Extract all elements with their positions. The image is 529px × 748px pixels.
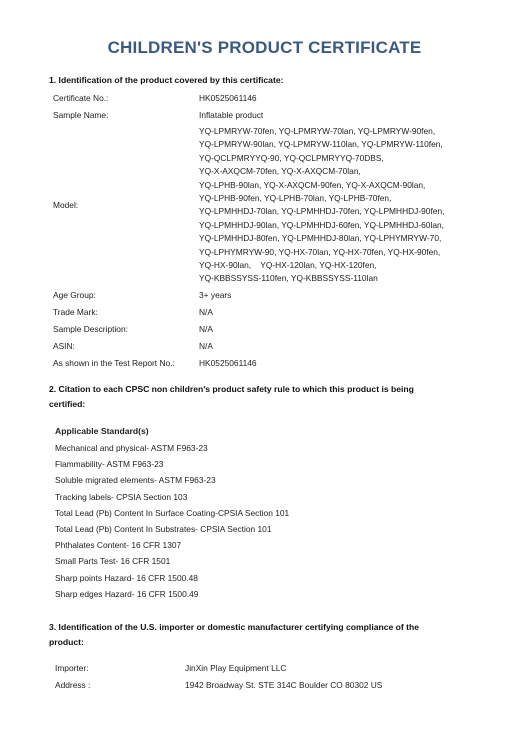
model-line: YQ-X-AXQCM-70fen, YQ-X-AXQCM-70lan, (199, 166, 361, 177)
standard-item: Sharp edges Hazard- 16 CFR 1500.49 (55, 588, 199, 599)
section3-heading-line2: product: (49, 637, 84, 647)
section3-heading-line1: 3. Identification of the U.S. importer or domestic manufacturer certifying compliance of the (49, 622, 420, 632)
applicable-standards (55, 423, 289, 602)
model-line: YQ-LPHYMRYW-90, YQ-HX-70lan, YQ-HX-70fen, YQ-HX-90fen, (199, 246, 441, 257)
standard-item: Tracking labels- CPSIA Section 103 (55, 491, 188, 502)
row-importer (49, 660, 382, 677)
standard-item: Small Parts Test- 16 CFR 1501 (55, 556, 171, 567)
sample-name-value: Inflatable product (199, 109, 264, 120)
certificate-title: CHILDREN'S PRODUCT CERTIFICATE (107, 38, 422, 57)
age-group-value: 3+ years (199, 289, 232, 300)
standard-item: Sharp points Hazard- 16 CFR 1500.48 (55, 572, 198, 583)
standards-title: Applicable Standard(s) (55, 426, 149, 436)
section3-heading (49, 620, 479, 650)
standard-item: Mechanical and physical- ASTM F963-23 (55, 443, 208, 453)
age-group-label: Age Group: (53, 289, 96, 300)
asin-value: N/A (199, 340, 213, 351)
model-line: YQ-LPMRYW-90lan, YQ-LPMRYW-110lan, YQ-LPMRYW-110fen, (199, 139, 443, 150)
section2-heading-line1: 2. Citation to each CPSC non children's product safety rule to which this product is being (49, 384, 414, 394)
address-label: Address : (55, 680, 91, 690)
model-line: YQ-LPMHHDJ-80fen, YQ-LPMHHDJ-80lan, YQ-LPHYMRYW-70, (199, 233, 442, 244)
standard-item: Flammability- ASTM F963-23 (55, 459, 164, 470)
standard-item: Total Lead (Pb) Content In Substrates- CPSIA Section 101 (55, 523, 272, 534)
model-line: YQ-LPHB-90lan, YQ-X-AXQCM-90fen, YQ-X-AXQCM-90lan, (199, 179, 426, 190)
model-line: YQ-LPMHHDJ-90lan, YQ-LPMHHDJ-60fen, YQ-LPMHHDJ-60lan, (199, 219, 444, 230)
section2-heading-line2: certified: (49, 399, 86, 409)
standard-item: Phthalates Content- 16 CFR 1307 (55, 540, 182, 551)
model-line: YQ-LPMRYW-70fen, YQ-LPMRYW-70lan, YQ-LPMRYW-90fen, (199, 126, 436, 136)
asin-label: ASIN: (53, 340, 75, 351)
importer-table (49, 660, 382, 694)
row-trade-mark (49, 304, 444, 321)
model-label: Model: (53, 199, 79, 210)
importer-label: Importer: (55, 663, 89, 673)
product-identification-table (49, 90, 444, 372)
row-address (49, 677, 382, 694)
standard-item: Soluble migrated elements- ASTM F963-23 (55, 475, 216, 486)
row-age-group (49, 287, 444, 304)
section1-heading: 1. Identification of the product covered by this certificate: (49, 75, 284, 85)
address-value: 1942 Broadway St. STE 314C Boulder CO 80302 US (185, 680, 383, 690)
sample-description-value: N/A (199, 323, 213, 334)
model-line: YQ-QCLPMRYYQ-90, YQ-QCLPMRYYQ-70DBS, (199, 152, 384, 163)
sample-name-label: Sample Name: (53, 109, 109, 120)
row-sample-description (49, 321, 444, 338)
sample-description-label: Sample Description: (53, 323, 128, 334)
test-report-label: As shown in the Test Report No.: (53, 357, 175, 368)
test-report-value: HK0525061146 (199, 357, 257, 368)
importer-value: JinXin Play Equipment LLC (185, 663, 287, 673)
section2-heading (49, 382, 479, 412)
model-list (195, 124, 444, 287)
model-line: YQ-HX-90lan, YQ-HX-120lan, YQ-HX-120fen, (199, 260, 377, 271)
row-asin (49, 338, 444, 355)
certificate-no-label: Certificate No.: (53, 92, 109, 103)
certificate-no-value: HK0525061146 (199, 92, 257, 103)
row-test-report (49, 355, 444, 372)
row-model (49, 124, 444, 287)
model-line: YQ-LPHB-90fen, YQ-LPHB-70lan, YQ-LPHB-70fen, (199, 193, 392, 204)
standard-item: Total Lead (Pb) Content In Surface Coating-CPSIA Section 101 (55, 507, 290, 518)
trade-mark-label: Trade Mark: (53, 306, 98, 317)
row-certificate-no (49, 90, 444, 107)
trade-mark-value: N/A (199, 306, 213, 317)
model-line: YQ-LPMHHDJ-70lan, YQ-LPMHHDJ-70fen, YQ-LPMHHDJ-90fen, (199, 206, 445, 217)
row-sample-name (49, 107, 444, 124)
model-line: YQ-KBBSSYSS-110fen, YQ-KBBSSYSS-110lan (199, 273, 378, 284)
